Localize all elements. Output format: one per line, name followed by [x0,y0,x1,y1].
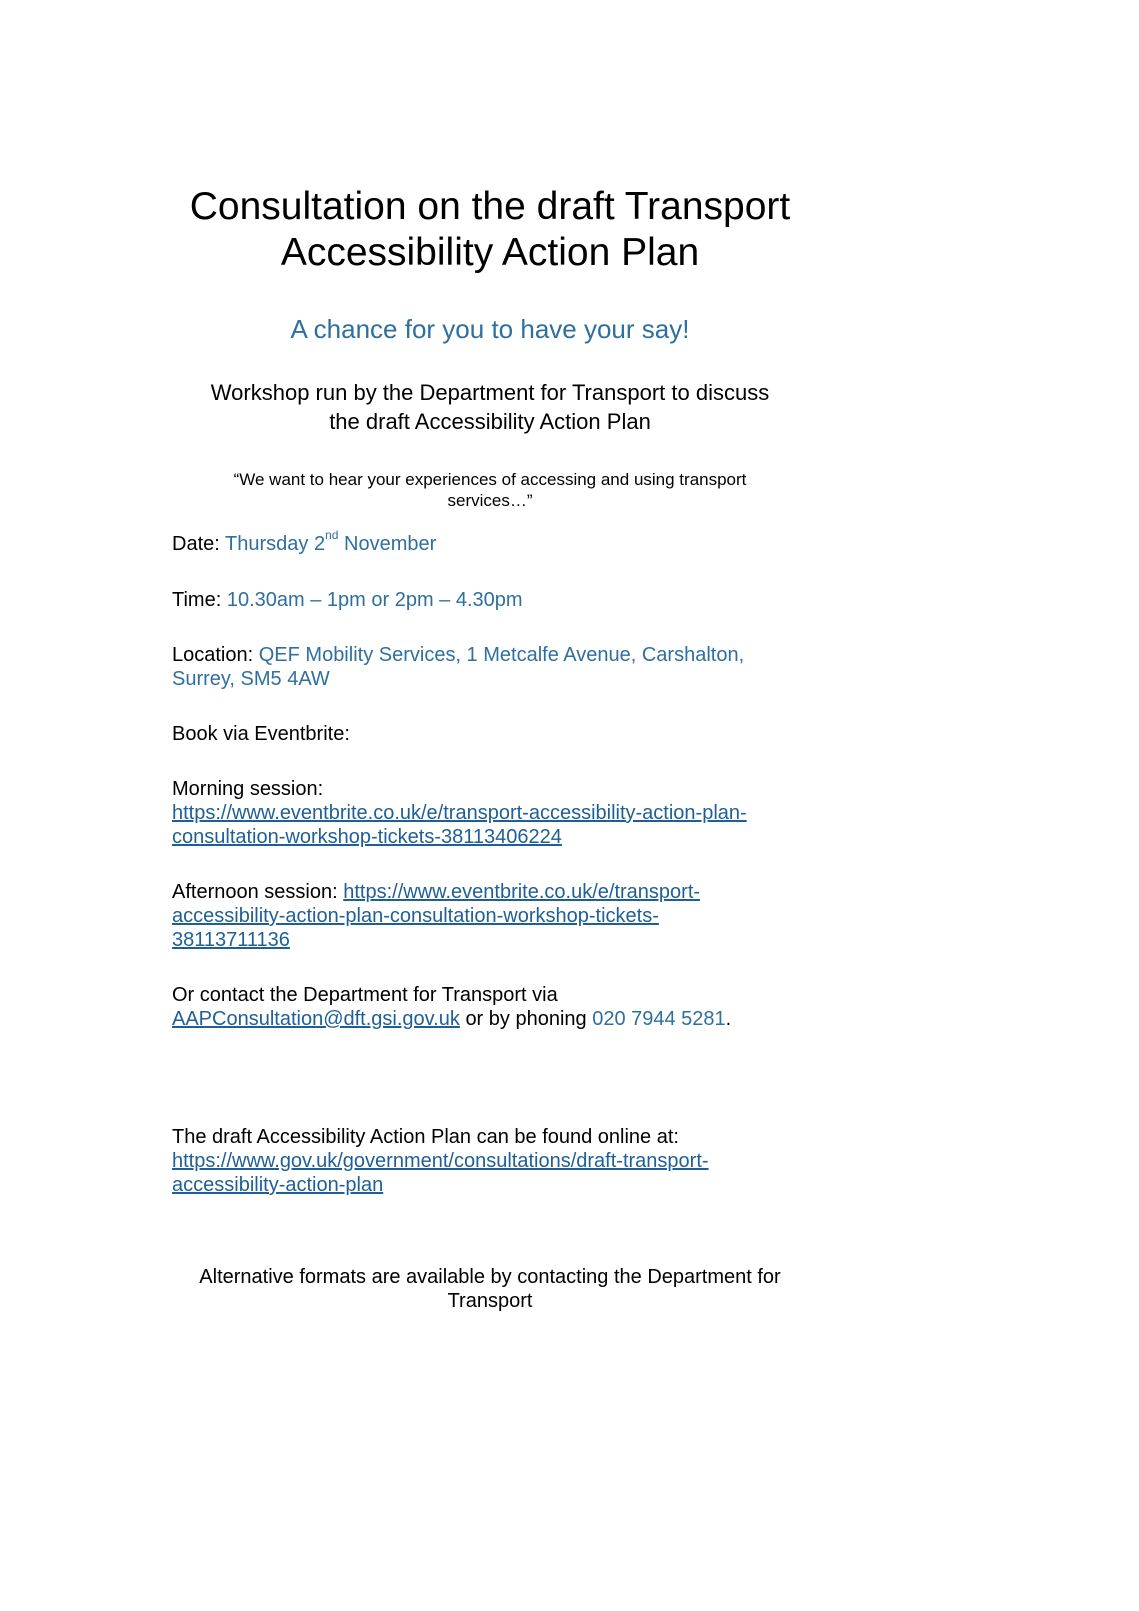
contact-line-1: Or contact the Department for Transport via [172,984,558,1006]
online-plan-link[interactable] [172,1150,709,1196]
date-value [225,528,437,555]
location-line-1: QEF Mobility Services, 1 Metcalfe Avenue, Carshalton, [258,644,745,666]
online-text: The draft Accessibility Action Plan can be found online at: [172,1126,679,1148]
afternoon-link-line-3: 38113711136 [172,929,290,951]
online-block [172,1125,822,1197]
afternoon-link-line-2: accessibility-action-plan-consultation-workshop-tickets- [172,905,659,927]
morning-session-label: Morning session: [172,778,324,800]
quote [150,469,830,511]
title-line-2: Accessibility Action Plan [280,231,700,274]
workshop-line-1: Workshop run by the Department for Transport to discuss [210,380,770,405]
online-link-line-1: https://www.gov.uk/government/consultations/draft-transport- [172,1150,709,1172]
time-value: 10.30am – 1pm or 2pm – 4.30pm [226,589,523,611]
online-link-line-2: accessibility-action-plan [172,1174,384,1196]
date-value-suffix: nd [325,528,339,543]
contact-mid: or by phoning [465,1008,587,1030]
date-value-day: Thursday 2 [225,533,326,555]
workshop-line-2: the draft Accessibility Action Plan [329,409,651,434]
alternative-formats [150,1265,830,1313]
contact-block [172,983,822,1031]
date-value-month: November [344,533,437,555]
morning-session-block [172,777,822,849]
contact-phone: 020 7944 5281 [592,1008,726,1030]
quote-line-1: “We want to hear your experiences of accessing and using transport [233,470,747,489]
contact-email-link[interactable]: AAPConsultation@dft.gsi.gov.uk [172,1008,460,1030]
afternoon-link-line-1: https://www.eventbrite.co.uk/e/transport- [343,881,701,903]
title-line-1: Consultation on the draft Transport [189,185,791,228]
morning-session-link[interactable] [172,802,747,848]
time-label: Time: [172,589,222,611]
time-line [172,588,822,612]
afternoon-session-block [172,880,822,952]
workshop-description [150,378,830,436]
location-block [172,643,822,691]
quote-line-2: services…” [447,491,533,510]
afternoon-session-label: Afternoon session: [172,881,338,903]
morning-link-line-2: consultation-workshop-tickets-38113406224 [172,826,562,848]
subtitle: A chance for you to have your say! [290,314,690,344]
location-line-2: Surrey, SM5 4AW [172,668,330,690]
alternative-line-1: Alternative formats are available by contacting the Department for [199,1266,781,1288]
morning-link-line-1: https://www.eventbrite.co.uk/e/transport-accessibility-action-plan- [172,802,747,824]
page-title [150,184,830,276]
contact-end: . [725,1008,732,1030]
book-via-eventbrite: Book via Eventbrite: [172,723,350,745]
date-label: Date: [172,533,220,555]
date-line [172,528,822,556]
location-label: Location: [172,644,254,666]
alternative-line-2: Transport [447,1290,533,1312]
